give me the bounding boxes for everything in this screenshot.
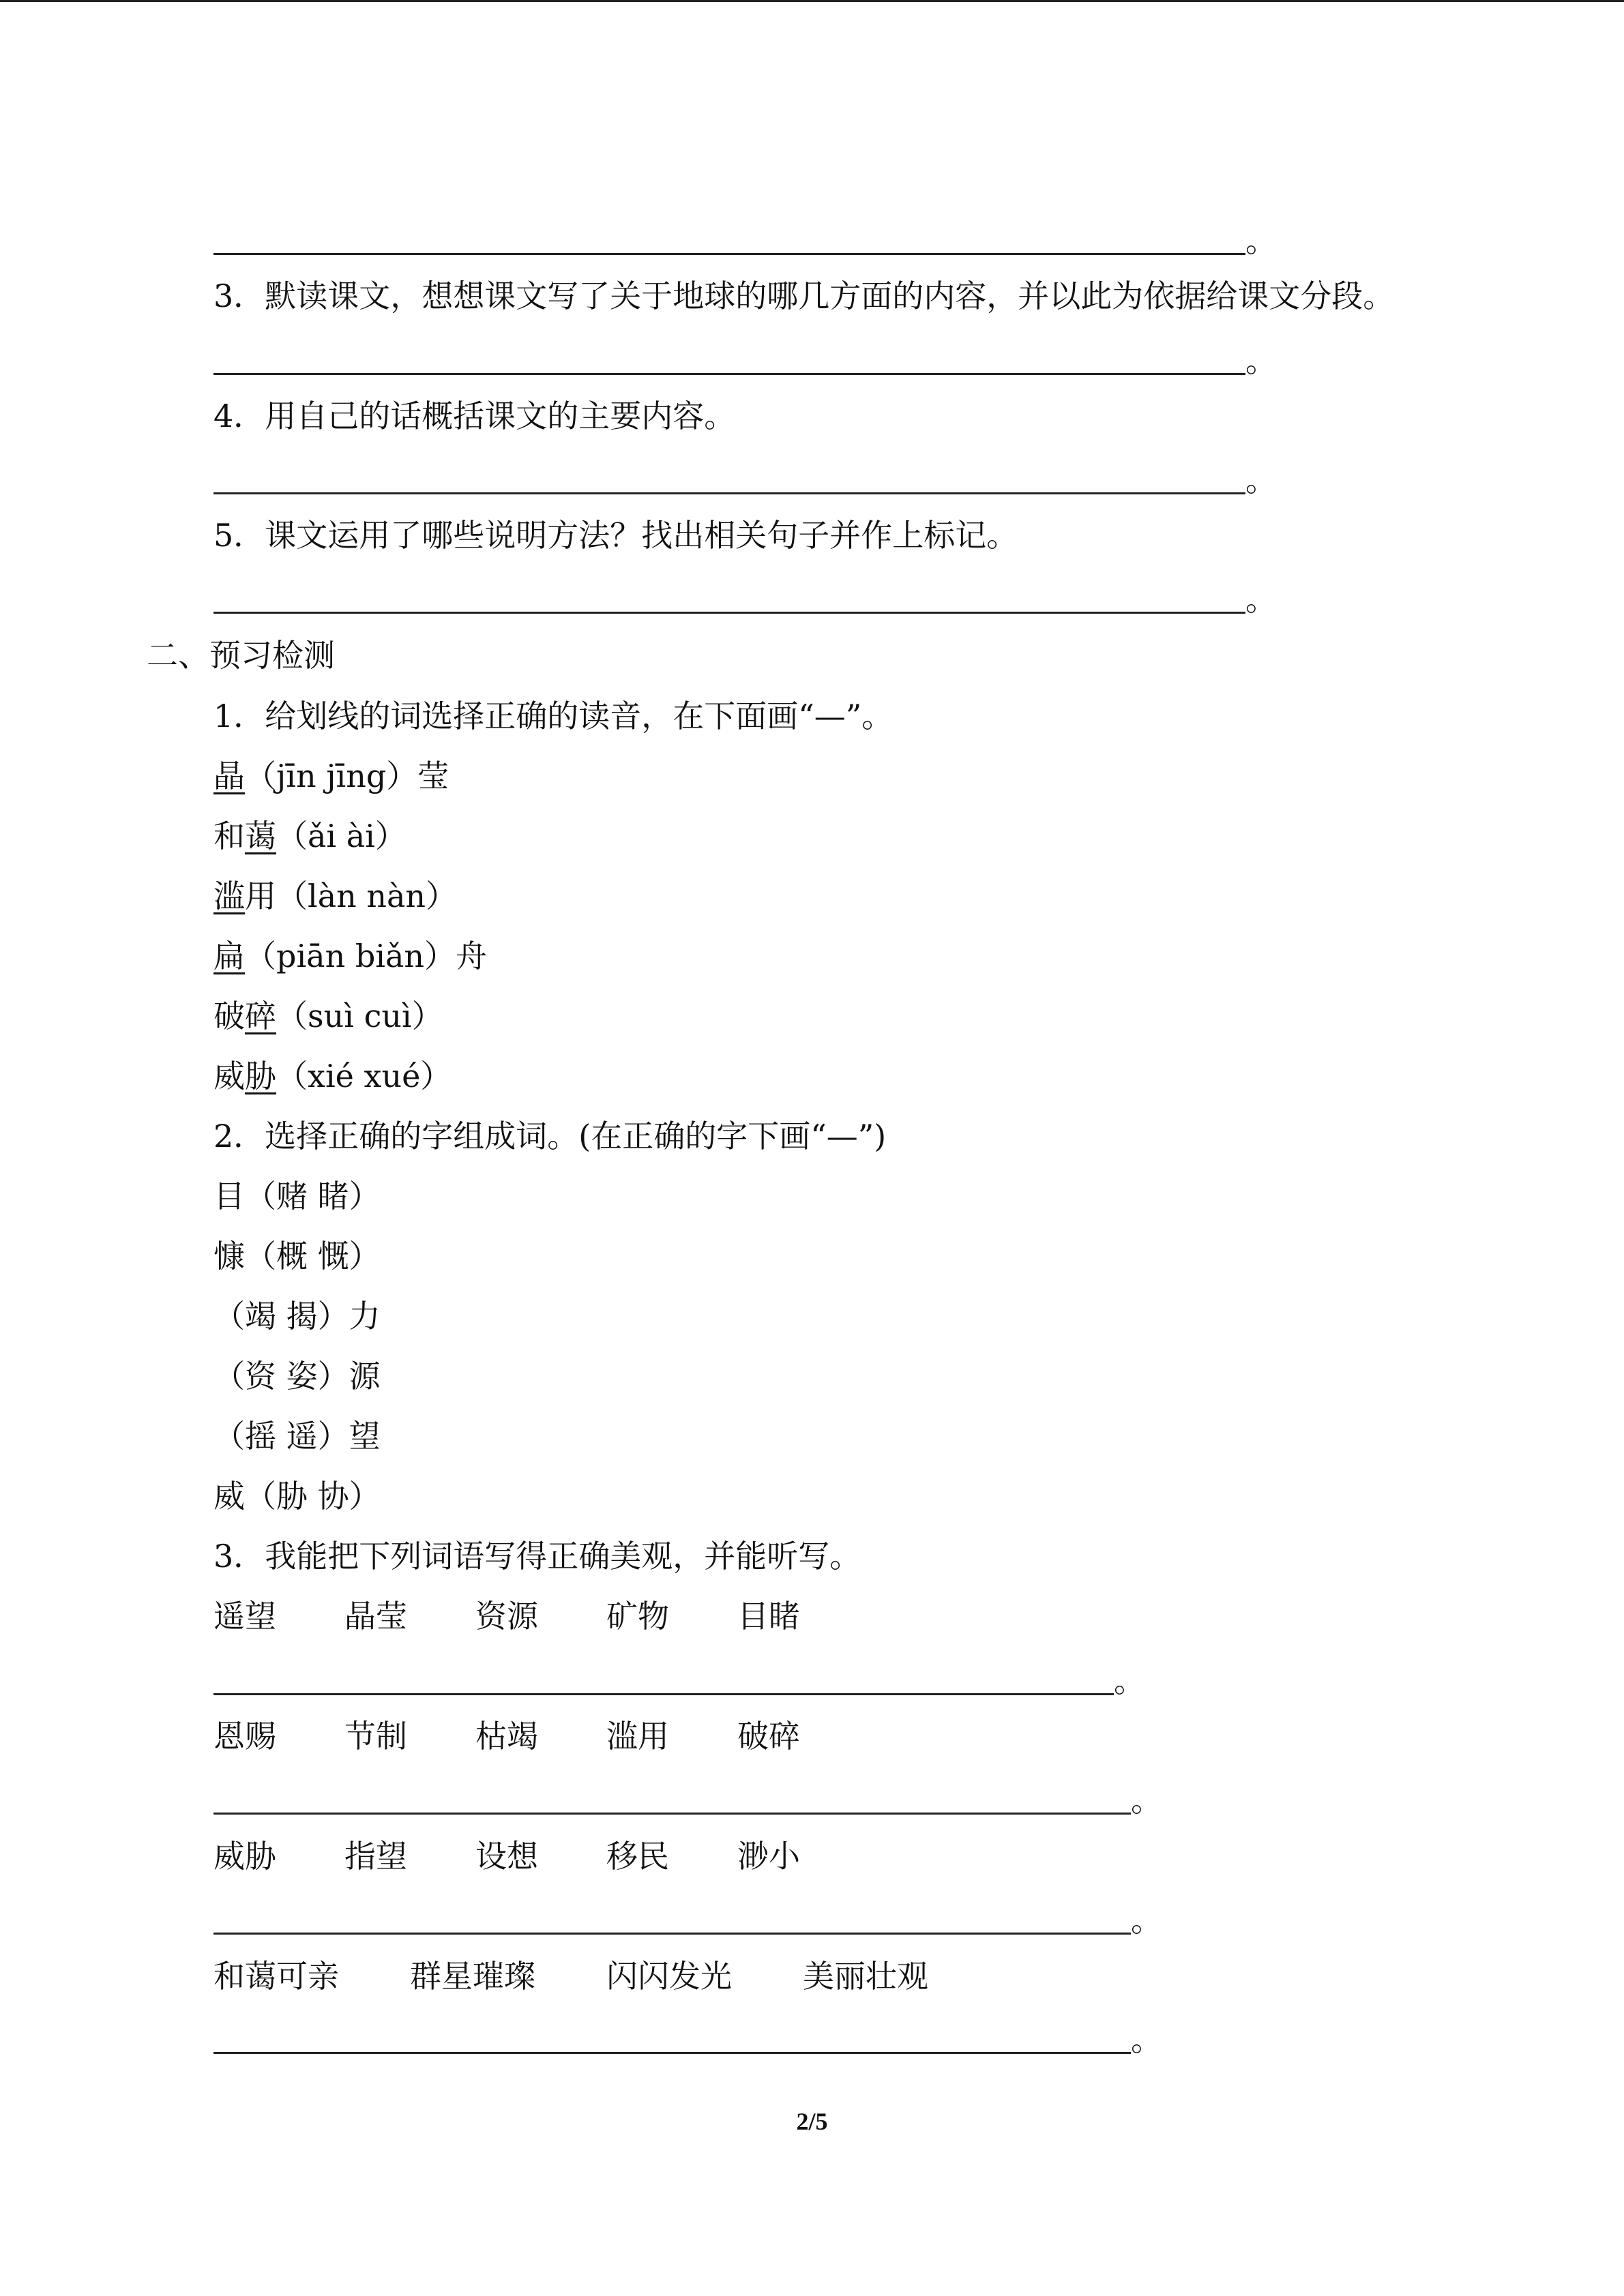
answer-line[interactable]: [213, 612, 1245, 614]
vocab-word: 恩赐: [213, 1718, 276, 1755]
vocab-word: 资源: [475, 1598, 538, 1635]
vocab-word: 美丽壮观: [803, 1958, 928, 1995]
pinyin-item: [213, 1000, 443, 1032]
vocab-word: 晶莹: [344, 1598, 407, 1635]
vocab-word: 遥望: [213, 1598, 276, 1635]
pinyin-item: [213, 820, 407, 852]
vocab-word: 枯竭: [475, 1718, 538, 1755]
answer-line[interactable]: [213, 1933, 1131, 1935]
item-options[interactable]: 用（làn nàn）: [245, 878, 458, 914]
char-choice-item[interactable]: 目（赌 睹）: [213, 1178, 381, 1214]
vocab-word: 目睹: [737, 1598, 800, 1635]
answer-line[interactable]: [213, 1693, 1114, 1695]
underlined-char: 晶: [213, 758, 245, 794]
item-prefix: 破: [213, 998, 245, 1034]
pinyin-item: [213, 940, 487, 972]
vocab-word: 闪闪发光: [606, 1958, 732, 1995]
period: 。: [1245, 342, 1277, 379]
underlined-char: 滥: [213, 878, 245, 914]
underlined-char: 蔼: [245, 818, 276, 854]
item-prefix: 和: [213, 818, 245, 854]
answer-line[interactable]: [213, 253, 1245, 255]
q3-prompt: 3．我能把下列词语写得正确美观，并能听写。: [213, 1538, 861, 1575]
vocab-word: 破碎: [737, 1718, 800, 1755]
char-choice-item[interactable]: 慷（概 慨）: [213, 1238, 381, 1274]
question-3: 3．默读课文，想想课文写了关于地球的哪几方面的内容，并以此为依据给课文分段。: [213, 278, 1395, 314]
item-options[interactable]: （ǎi ài）: [276, 818, 407, 854]
vocab-word: 滥用: [606, 1718, 669, 1755]
pinyin-item: [213, 760, 449, 792]
char-choice-item[interactable]: （竭 揭）力: [213, 1298, 381, 1335]
char-choice-item[interactable]: （摇 遥）望: [213, 1418, 381, 1455]
pinyin-item: [213, 1060, 452, 1092]
period: 。: [1131, 1782, 1162, 1819]
period: 。: [1245, 222, 1277, 259]
vocab-word: 威胁: [213, 1838, 276, 1875]
underlined-char: 碎: [245, 998, 276, 1034]
vocab-word: 群星璀璨: [410, 1958, 535, 1995]
q2-prompt: 2．选择正确的字组成词。(在正确的字下画“—”): [213, 1118, 887, 1154]
char-choice-item[interactable]: （资 姿）源: [213, 1358, 381, 1395]
period: 。: [1131, 2021, 1162, 2058]
item-options[interactable]: （piān biǎn）舟: [245, 938, 488, 974]
period: 。: [1131, 1902, 1162, 1939]
period: 。: [1245, 462, 1277, 498]
pinyin-item: [213, 880, 457, 912]
answer-line[interactable]: [213, 373, 1245, 375]
period: 。: [1245, 581, 1277, 618]
vocab-word: 指望: [344, 1838, 407, 1875]
vocab-word: 移民: [606, 1838, 669, 1875]
q1-prompt: 1．给划线的词选择正确的读音，在下面画“—”。: [213, 698, 894, 734]
item-options[interactable]: （xié xué）: [276, 1058, 452, 1094]
period: 。: [1114, 1663, 1145, 1699]
question-5: 5．课文运用了哪些说明方法？找出相关句子并作上标记。: [213, 517, 1018, 554]
answer-line[interactable]: [213, 492, 1245, 494]
vocab-word: 节制: [344, 1718, 407, 1755]
section-title: 二、预习检测: [147, 637, 335, 674]
question-4: 4．用自己的话概括课文的主要内容。: [213, 398, 736, 434]
vocab-word: 和蔼可亲: [213, 1958, 339, 1995]
answer-line[interactable]: [213, 2052, 1131, 2054]
char-choice-item[interactable]: 威（胁 协）: [213, 1478, 381, 1515]
item-prefix: 威: [213, 1058, 245, 1094]
item-options[interactable]: （suì cuì）: [276, 998, 443, 1034]
page-top-border: [0, 0, 1624, 2]
vocab-word: 渺小: [737, 1838, 800, 1875]
vocab-word: 设想: [475, 1838, 538, 1875]
underlined-char: 胁: [245, 1058, 276, 1094]
answer-line[interactable]: [213, 1813, 1131, 1815]
vocab-word: 矿物: [606, 1598, 669, 1635]
page-number: 2/5: [796, 2108, 828, 2135]
underlined-char: 扁: [213, 938, 245, 974]
item-options[interactable]: （jīn jīng）莹: [245, 758, 449, 794]
